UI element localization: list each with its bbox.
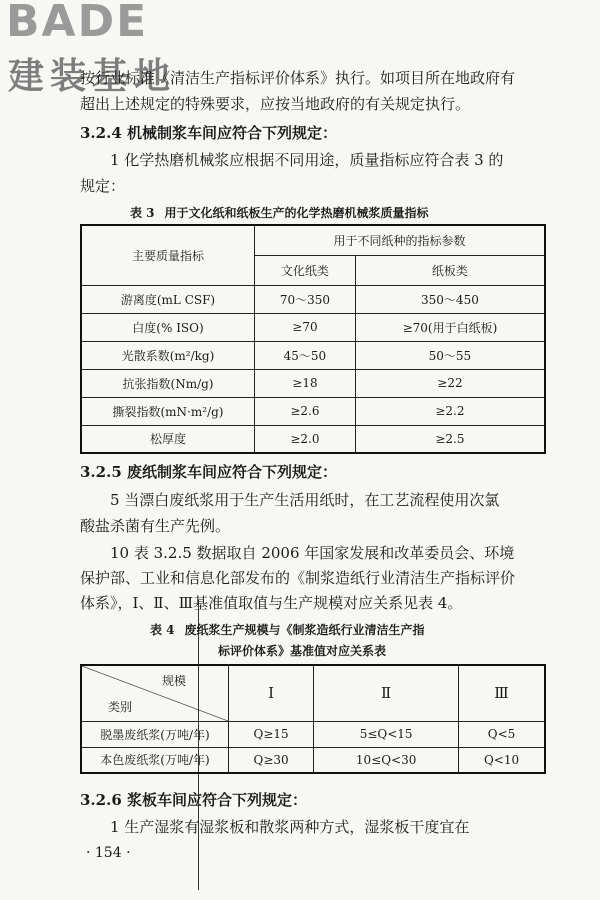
table-4 (80, 664, 546, 774)
table3-row-label: 抗张指数(Nm/g) (81, 369, 255, 397)
logo-latin: BADE (6, 0, 149, 47)
table4-cell: Q≥15 (229, 721, 314, 747)
table4-cell: 5≤Q<15 (314, 721, 459, 747)
table-row (81, 747, 545, 773)
section-heading-3-2-5: 3.2.5 废纸制浆车间应符合下列规定： (80, 463, 337, 481)
table4-corner-bottom: 类别 (108, 699, 133, 714)
table4-caption (150, 621, 435, 638)
table-3 (80, 224, 546, 454)
table3-cell: 350～450 (355, 285, 545, 313)
table4-header: Ⅱ (314, 665, 459, 721)
table4-cell: Q<10 (459, 747, 545, 773)
table3-cell: ≥70(用于白纸板) (355, 313, 545, 341)
table4-corner-cell (81, 665, 229, 721)
table4-title-line1: 废纸浆生产规模与《制浆造纸行业清洁生产指 (184, 623, 425, 637)
paragraph-line: 保护部、工业和信息化部发布的《制浆造纸行业清洁生产指标评价 (80, 569, 516, 587)
paragraph-line: 酸盐杀菌有生产先例。 (80, 517, 231, 535)
paragraph-line: 1 生产湿浆有湿浆板和散浆两种方式，湿浆板干度宜在 (110, 818, 470, 836)
table4-number: 表 4 (150, 623, 175, 637)
paragraph-line: 体系》，Ⅰ、Ⅱ、Ⅲ基准值取值与生产规模对应关系见表 4。 (80, 594, 463, 612)
paragraph-line: 5 当漂白废纸浆用于生产生活用纸时，在工艺流程使用次氯 (110, 491, 500, 509)
page-number: · 154 · (86, 845, 131, 861)
table4-header: Ⅰ (229, 665, 314, 721)
table4-row-label: 脱墨废纸浆(万吨/年) (81, 721, 229, 747)
table4-row-label: 本色废纸浆(万吨/年) (81, 747, 229, 773)
table3-caption (130, 204, 439, 221)
table3-cell: ≥2.0 (255, 425, 356, 453)
table-row (81, 313, 545, 341)
table4-cell: Q≥30 (229, 747, 314, 773)
table3-cell: 50～55 (355, 341, 545, 369)
table4-corner-top: 规模 (161, 674, 186, 688)
table3-row-label: 光散系数(m²/kg) (81, 341, 255, 369)
table3-cell: ≥2.2 (355, 397, 545, 425)
table3-header-col: 纸板类 (355, 255, 545, 285)
table3-title: 用于文化纸和纸板生产的化学热磨机械浆质量指标 (164, 206, 429, 220)
table3-row-label: 松厚度 (81, 425, 255, 453)
table-row (81, 341, 545, 369)
table3-cell: ≥2.5 (355, 425, 545, 453)
table3-cell: ≥70 (255, 313, 356, 341)
table-row (81, 369, 545, 397)
table3-cell: ≥18 (255, 369, 356, 397)
paragraph-line: 按行业标准《清洁生产指标评价体系》执行。如项目所在地政府有 (80, 69, 516, 87)
table-row (81, 721, 545, 747)
logo-cjk: 建装基地 (8, 56, 177, 97)
table3-header-group: 用于不同纸种的指标参数 (255, 225, 546, 255)
table-row (81, 397, 545, 425)
paragraph-line: 1 化学热磨机械浆应根据不同用途，质量指标应符合表 3 的 (110, 151, 504, 169)
table3-row-label: 撕裂指数(mN·m²/g) (81, 397, 255, 425)
table3-cell: 45～50 (255, 341, 356, 369)
section-heading-3-2-6: 3.2.6 浆板车间应符合下列规定： (80, 791, 307, 809)
table3-cell: ≥2.6 (255, 397, 356, 425)
table4-caption-line2: 标评价体系》基准值对应关系表 (218, 644, 387, 658)
table3-row-label: 游离度(mL CSF) (81, 285, 255, 313)
table-row (81, 425, 545, 453)
paragraph-line: 10 表 3.2.5 数据取自 2006 年国家发展和改革委员会、环境 (110, 544, 515, 562)
table-row (81, 285, 545, 313)
table3-header-col: 文化纸类 (255, 255, 356, 285)
table4-cell: Q<5 (459, 721, 545, 747)
table3-row-label: 白度(% ISO) (81, 313, 255, 341)
table3-cell: ≥22 (355, 369, 545, 397)
paragraph-line: 规定： (80, 177, 126, 195)
paragraph-line: 超出上述规定的特殊要求，应按当地政府的有关规定执行。 (80, 95, 471, 113)
section-heading-3-2-4: 3.2.4 机械制浆车间应符合下列规定： (80, 124, 337, 142)
table4-cell: 10≤Q<30 (314, 747, 459, 773)
table3-header-main: 主要质量指标 (81, 225, 255, 285)
table4-header: Ⅲ (459, 665, 545, 721)
table3-number: 表 3 (130, 206, 155, 220)
table3-cell: 70～350 (255, 285, 356, 313)
